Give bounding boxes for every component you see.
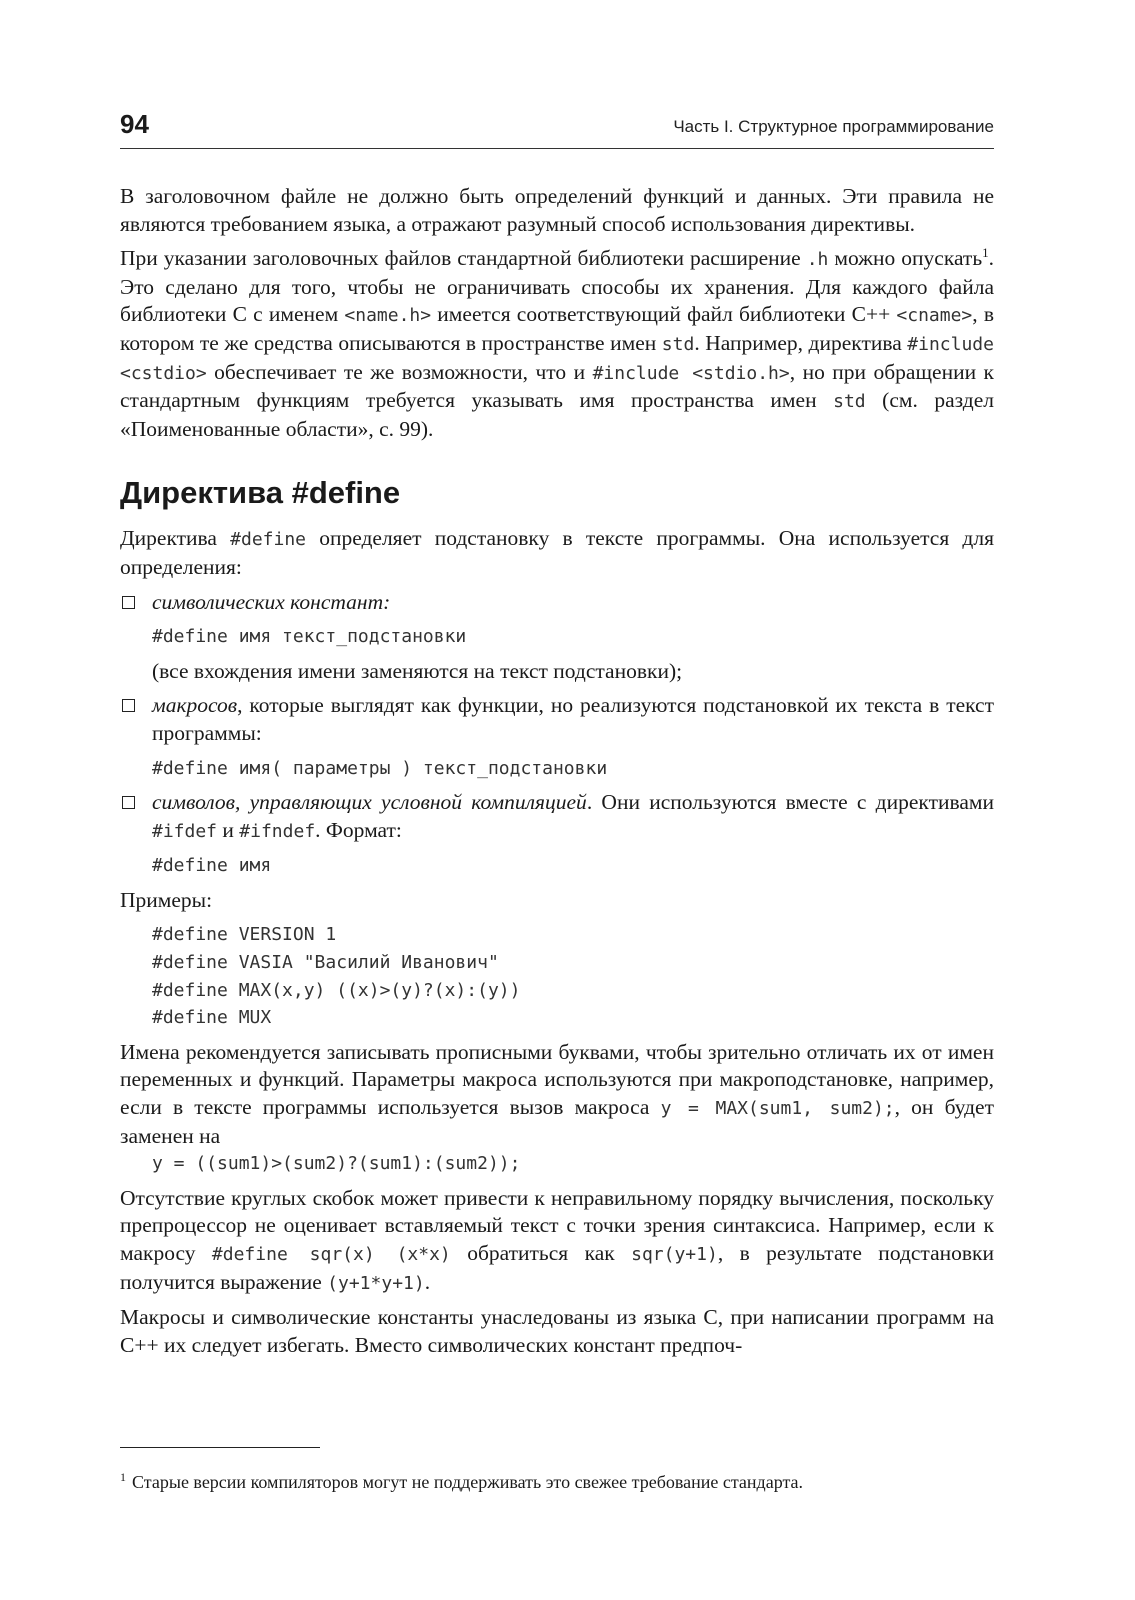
text-span: обеспечивает те же возможности, что и	[206, 359, 593, 384]
code-line: #define MAX(x,y) ((x)>(y)?(x):(y))	[152, 979, 521, 1001]
term-text: символических констант:	[152, 589, 391, 614]
text-span: При указании заголовочных файлов стандартной библиотеки расширение	[120, 246, 807, 271]
code-line: #define имя( параметры ) текст_подстановки	[152, 757, 608, 779]
footnote-text: Старые версии компиляторов могут не поддерживать это свежее требование стандарта.	[132, 1472, 804, 1492]
list-item	[120, 692, 994, 747]
section-heading: Директива #define	[120, 475, 401, 511]
paragraph-header-rules: В заголовочном файле не должно быть определений функций и данных. Эти правила не являются требованием языка, а отражают разумный способ использования директивы.	[120, 184, 994, 236]
paragraph-std-headers	[120, 245, 994, 443]
code-span: std	[661, 333, 695, 355]
text-span: имеется соответствующий файл библиотеки С++	[431, 302, 897, 327]
code-span: <name.h>	[344, 305, 432, 327]
text-span: . Формат:	[315, 817, 402, 842]
paragraph-define-intro	[120, 525, 994, 581]
checkbox-bullet-icon	[122, 596, 135, 609]
term-text: макросов	[152, 693, 238, 718]
code-span: <cname>	[896, 305, 973, 327]
text-span: . Например, директива	[694, 330, 908, 355]
page-number: 94	[120, 109, 149, 139]
code-span: #ifdef	[152, 820, 218, 842]
code-span: (y+1*y+1)	[327, 1272, 425, 1294]
code-span: #define sqr(x) (x*x)	[211, 1244, 451, 1265]
page-content	[120, 183, 994, 1359]
text-span: определяет подстановку в тексте программы. Она используется для определения:	[120, 526, 994, 579]
examples-label: Примеры:	[120, 887, 213, 912]
code-line: y = ((sum1)>(sum2)?(sum1):(sum2));	[152, 1153, 521, 1175]
text-span: Имена рекомендуется записывать прописными буквами, чтобы зрительно отличать их от имен переменных и функций. Параметры макроса используются при макроподстановке, например, если в тексте программы используется вызов макроса	[120, 1039, 994, 1120]
list-item	[120, 589, 994, 617]
text-span: Отсутствие круглых скобок может привести к неправильному порядку вычисления, поскольку препроцессор не оценивает вставляемый текст с точки зрения синтаксиса. Например, если к макросу	[120, 1185, 994, 1265]
text-span: , он будет заменен на	[120, 1095, 994, 1148]
text-span: (см. раздел «Поименованные области», с. 99).	[120, 388, 994, 441]
checkbox-bullet-icon	[122, 796, 135, 809]
text-span: , но при обращении к стандартным функциям требуется указывать имя пространства имен	[120, 359, 994, 413]
footnote	[120, 1470, 994, 1494]
list-item	[120, 789, 994, 845]
text-span: , которые выглядят как функции, но реализуются подстановкой их текста в текст программы:	[152, 693, 994, 745]
footnote-rule	[120, 1447, 320, 1448]
term-text: символов, управляющих условной компиляцией	[152, 790, 587, 815]
code-span: std	[833, 391, 866, 413]
code-span: #include <cstdio>	[120, 333, 994, 384]
code-line: #define MUX	[152, 1007, 272, 1029]
text-span: , в котором те же средства описываются в пространстве имен	[120, 302, 994, 355]
code-span: .h	[806, 249, 829, 271]
footnote-ref: 1	[982, 245, 989, 261]
code-span: sqr(y+1)	[631, 1244, 718, 1265]
code-line: #define имя текст_подстановки	[152, 626, 467, 648]
paragraph-parentheses	[120, 1185, 994, 1297]
code-span: y = MAX(sum1, sum2);	[660, 1098, 895, 1120]
list-note: (все вхождения имени заменяются на текст подстановки);	[152, 658, 683, 683]
running-title: Часть I. Структурное программирование	[673, 117, 994, 136]
text-span: и	[217, 817, 240, 842]
text-span: , в результате подстановки получится выражение	[120, 1241, 994, 1294]
text-span: обратиться как	[450, 1241, 632, 1265]
code-span: #ifndef	[239, 820, 316, 842]
code-span: #define	[230, 529, 306, 551]
text-span: . Это сделано для того, чтобы не ограничивать способы их хранения. Для каждого файла библиотеки С с именем	[120, 246, 995, 327]
paragraph-naming	[120, 1039, 994, 1150]
code-line: #define имя	[152, 855, 272, 877]
text-span: Директива	[120, 526, 231, 551]
code-span: #include <stdio.h>	[592, 362, 790, 384]
text-span: можно опускать	[828, 246, 983, 271]
code-line: #define VERSION 1	[152, 924, 337, 946]
code-line: #define VASIA "Василий Иванович"	[152, 952, 499, 974]
footnote-mark: 1	[120, 1470, 126, 1484]
text-span: .	[424, 1269, 431, 1294]
paragraph-avoid-macros: Макросы и символические константы унаследованы из языка С, при написании программ на С++ их следует избегать. Вместо символических констант предпоч-	[120, 1305, 994, 1357]
checkbox-bullet-icon	[122, 699, 135, 712]
text-span: . Они используются вместе с директивами	[586, 790, 994, 815]
page-header	[120, 108, 994, 149]
